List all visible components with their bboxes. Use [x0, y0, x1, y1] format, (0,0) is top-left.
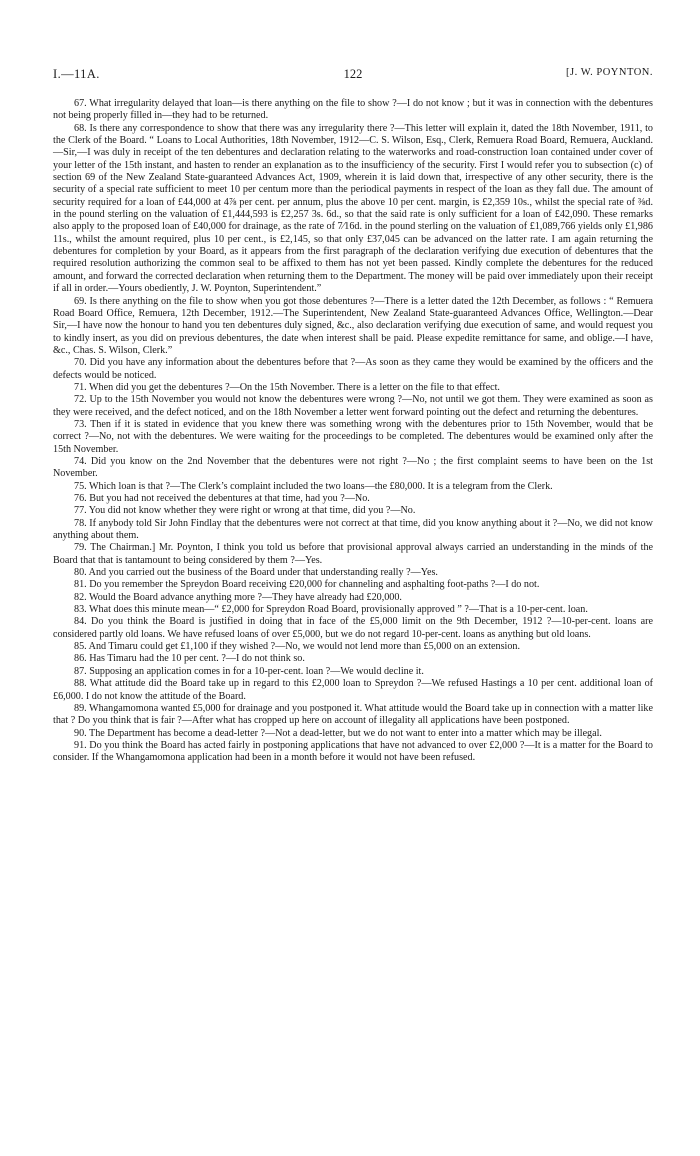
- question-88: 88. What attitude did the Board take up in regard to this £2,000 loan to Spreydon ?—We refused Hastings a 10 per cent. additional loan of £6,000. I do not know the attitude of the Board.: [53, 678, 653, 702]
- question-69: 69. Is there anything on the file to show when you got those debentures ?—There is a letter dated the 12th December, as follows : “ Remuera Road Board Office, Remuera, 12th December, 1912.—The Superintendent, New Zealand State-guaranteed Advances Office, Wellington.—Dear Sir,—I have now the honour to hand you ten debentures duly signed, &c., also declaration verifying due execution of same, and would request you to kindly insert, as you did on previous debentures, the date when interest shall be paid. Please expedite remittance for same, and oblige.—I have, &c., Chas. S. Wilson, Clerk.”: [53, 295, 653, 356]
- question-75: 75. Which loan is that ?—The Clerk’s complaint included the two loans—the £80,000. It is a telegram from the Clerk.: [74, 480, 553, 492]
- question-74: 74. Did you know on the 2nd November that the debentures were not right ?—No ; the first complaint seems to have been on the 1st November.: [53, 455, 653, 480]
- question-84: 84. Do you think the Board is justified in doing that in face of the £5,000 limit on the 9th December, 1912 ?—10-per-cent. loans are considered partly old loans. We have refused loans of over £5,000, but we do not regard 10-per-cent. loans as anything but old loans.: [53, 616, 653, 640]
- question-89: 89. Whangamomona wanted £5,000 for drainage and you postponed it. What attitude would the Board take up in connection with a matter like that ? Do you think that is fair ?—After what has cropped up here on account of illegality all applications have been postponed.: [53, 702, 653, 727]
- question-87: 87. Supposing an application comes in for a 10-per-cent. loan ?—We would decline it.: [74, 665, 424, 677]
- page-number: 122: [343, 67, 363, 81]
- question-73: 73. Then if it is stated in evidence that you knew there was something wrong with the debentures prior to 15th November, would that be correct ?—No, not with the debentures. We were waiting for the proceedings to be completed. The debentures would be examined only after the 15th November.: [53, 418, 653, 455]
- question-78: 78. If anybody told Sir John Findlay that the debentures were not correct at that time, did you know anything about it ?—No, we did not know anything about them.: [53, 517, 653, 542]
- question-70: 70. Did you have any information about the debentures before that ?—As soon as they came they would be examined by the officers and the defects would be noticed.: [53, 357, 653, 381]
- question-86: 86. Has Timaru had the 10 per cent. ?—I do not think so.: [74, 653, 305, 665]
- question-79: 79. The Chairman.] Mr. Poynton, I think you told us before that provisional approval always carried an understanding in the minds of the Board that that is tantamount to being considered by them ?—Yes.: [53, 542, 653, 566]
- witness-name: [J. W. POYNTON.: [566, 67, 653, 78]
- question-81: 81. Do you remember the Spreydon Board receiving £20,000 for channeling and asphalting foot-paths ?—I do not.: [74, 579, 540, 591]
- question-68: 68. Is there any correspondence to show that there was any irregularity there ?—This letter will explain it, dated the 18th November, 1911, to the Clerk of the Board. “ Loans to Local Authorities, 18th November, 1912—C. S. Wilson, Esq., Clerk, Remuera Road Board, Remuera, Auckland.—Sir,—I was duly in receipt of the ten debentures and declaration relating to the waterworks and road-construction loan contained under cover of your letter of the 15th instant, and hasten to render an explanation as to the insufficiency of the security. First I would refer you to subsection (c) of section 69 of the New Zealand State-guaranteed Advances Act, 1909, wherein it is laid down that, irrespective of any other security, there is the security of a special rate sufficient to meet 10 per centum more than the periodical payments in respect of the loan as they fall due. The amount of security required for a loan of £44,000 at 4⅞ per cent. per annum, plus the above 10 per cent. margin, is £2,359 10s., whilst the special rate of ⅜d. in the pound sterling on the valuation of £1,444,593 is £2,257 3s. 6d., so that the said rate is only sufficient for a loan of £42,090. These remarks also apply to the proposed loan of £40,000 for drainage, as the rate of 7⁄16d. in the pound sterling on the valuation of £1,089,766 yields only £1,986 11s., whilst the amount required, plus 10 per cent., is £2,145, so that only £37,045 can be advanced on the latter rate. I am again returning the debentures for completion by your Board, as it appears from the first paragraph of the declaration verifying due execution of debentures that the required resolution authorizing the common seal to be affixed to them has not yet been passed. Kindly complete the debentures for the reduced amount, and forward the corrected declaration when returning them to the Department. The money will be paid over immediately upon their receipt if all in order.—Yours obediently, J. W. Poynton, Superintendent.”: [53, 122, 653, 295]
- question-85: 85. And Timaru could get £1,100 if they wished ?—No, we would not lend more than £5,000 on an extension.: [74, 641, 521, 653]
- question-77: 77. You did not know whether they were right or wrong at that time, did you ?—No.: [74, 505, 416, 517]
- question-82: 82. Would the Board advance anything more ?—They have already had £20,000.: [74, 591, 402, 603]
- question-90: 90. The Department has become a dead-letter ?—Not a dead-letter, but we do not want to enter into a matter which may be illegal.: [74, 727, 602, 739]
- page-header: [53, 67, 653, 85]
- question-91: 91. Do you think the Board has acted fairly in postponing applications that have not advanced to over £2,000 ?—It is a matter for the Board to consider. If the Whangamomona application had been in a month before it would not have been refused.: [53, 739, 653, 764]
- question-76: 76. But you had not received the debentures at that time, had you ?—No.: [74, 493, 370, 504]
- question-80: 80. And you carried out the business of the Board under that understanding really ?—Yes.: [74, 567, 438, 579]
- paper-reference: I.—11A.: [53, 67, 100, 81]
- question-67: 67. What irregularity delayed that loan—is there anything on the file to show ?—I do not know ; but it was in connection with the debentures not being properly filled in—they had to be returned.: [53, 98, 653, 122]
- question-72: 72. Up to the 15th November you would not know the debentures were wrong ?—No, not until we got them. They were examined as soon as they were received, and the defect noticed, and on the 18th November a letter went forward pointing out the defect and returning the debentures.: [53, 394, 653, 418]
- evidence-body: [53, 98, 653, 765]
- question-83: 83. What does this minute mean—“ £2,000 for Spreydon Road Board, provisionally approved ” ?—That is a 10-per-cent. loan.: [74, 604, 588, 616]
- question-71: 71. When did you get the debentures ?—On the 15th November. There is a letter on the file to that effect.: [74, 381, 500, 393]
